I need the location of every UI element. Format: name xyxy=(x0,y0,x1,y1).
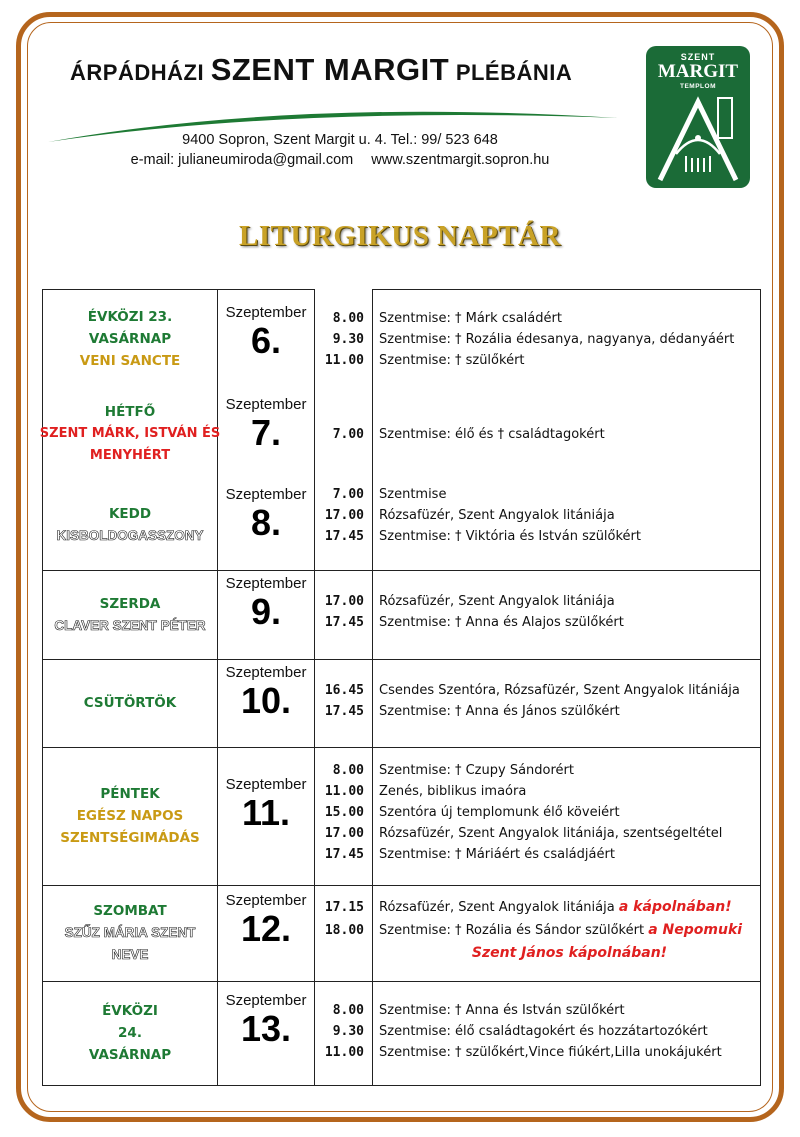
event-description: Szentmise: † Viktória és István szülőkért xyxy=(379,529,641,544)
event-description: Szentmise: † Máriáért és családjáért xyxy=(379,847,615,862)
parish-title xyxy=(70,52,630,88)
title-prefix: ÁRPÁDHÁZI xyxy=(70,60,205,85)
calendar-row xyxy=(43,748,761,886)
date-number: 13. xyxy=(240,1008,292,1049)
event-description: Szentmise: † szülőkért xyxy=(379,353,525,368)
calendar-row xyxy=(43,571,761,660)
event-description: Szentmise xyxy=(379,487,447,502)
event-description: Rózsafüzér, Szent Angyalok litániája xyxy=(379,594,615,609)
location-note: Szent János kápolnában! xyxy=(471,945,668,961)
date-number: 8. xyxy=(250,502,282,543)
event-time: 8.00 xyxy=(332,1003,364,1018)
day-name: VASÁRNAP xyxy=(88,1047,172,1063)
calendar-row xyxy=(43,290,761,389)
calendar-row xyxy=(43,982,761,1086)
feast-name: CLAVER SZENT PÉTER xyxy=(54,618,206,633)
event-time: 17.45 xyxy=(324,847,364,862)
date-number: 11. xyxy=(241,792,291,833)
event-description: Zenés, biblikus imaóra xyxy=(379,784,527,799)
event-description: Rózsafüzér, Szent Angyalok litániája, szentségeltétel xyxy=(379,826,723,841)
event-time: 7.00 xyxy=(332,426,364,442)
event-time: 18.00 xyxy=(324,923,364,938)
day-name: ÉVKÖZI 23. xyxy=(87,309,173,325)
feast-name: EGÉSZ NAPOS SZENTSÉGIMÁDÁS xyxy=(60,808,200,846)
event-time: 17.00 xyxy=(324,594,364,609)
event-description: Szentmise: † Rozália édesanya, nagyanya, dédanyáért xyxy=(379,332,735,347)
logo-line-szent: SZENT xyxy=(680,52,716,62)
logo-line-templom: TEMPLOM xyxy=(680,83,716,90)
website-line: www.szentmargit.sopron.hu xyxy=(371,152,550,168)
event-description: Rózsafüzér, Szent Angyalok litániája xyxy=(379,508,615,523)
event-description: Szentmise: † Rozália és Sándor szülőkért xyxy=(379,923,645,938)
day-name: KEDD xyxy=(108,506,152,522)
address-line: 9400 Sopron, Szent Margit u. 4. Tel.: 99/ 523 648 xyxy=(182,132,498,148)
contact-info xyxy=(100,130,580,170)
event-time: 17.45 xyxy=(324,615,364,630)
event-description: Szentóra új templomunk élő köveiért xyxy=(379,805,620,820)
event-description: Szentmise: † Anna és Alajos szülőkért xyxy=(379,615,624,630)
feast-name: SZŰZ MÁRIA SZENT NEVE xyxy=(64,925,196,962)
date-number: 12. xyxy=(240,908,292,949)
calendar-row xyxy=(43,388,761,480)
date-number: 6. xyxy=(250,320,282,361)
event-time: 11.00 xyxy=(324,1045,364,1060)
month-label: Szeptember xyxy=(225,486,307,503)
day-name: SZERDA xyxy=(99,596,161,612)
event-description: Szentmise: † Anna és István szülőkért xyxy=(379,1003,625,1018)
month-label: Szeptember xyxy=(225,664,307,681)
church-logo xyxy=(646,46,750,188)
event-time: 17.00 xyxy=(324,826,364,841)
month-label: Szeptember xyxy=(225,776,307,793)
event-description: Szentmise: † szülőkért,Vince fiúkért,Lilla unokájukért xyxy=(379,1045,722,1060)
church-roof-icon xyxy=(646,46,750,188)
calendar-row xyxy=(43,886,761,982)
date-number: 9. xyxy=(250,591,282,632)
day-name: VASÁRNAP xyxy=(88,331,172,347)
feast-name: VENI SANCTE xyxy=(79,353,181,369)
calendar-row xyxy=(43,480,761,571)
liturgical-calendar-table xyxy=(39,289,761,1086)
day-name: ÉVKÖZI xyxy=(102,1003,158,1019)
day-name: 24. xyxy=(118,1025,142,1041)
event-time: 11.00 xyxy=(324,784,364,799)
feast-name: SZENT MÁRK, ISTVÁN ÉS MENYHÉRT xyxy=(39,426,221,463)
month-label: Szeptember xyxy=(225,892,307,909)
event-description: Szentmise: élő családtagokért és hozzátartozókért xyxy=(379,1024,708,1039)
event-description: Szentmise: † Anna és János szülőkért xyxy=(379,704,620,719)
month-label: Szeptember xyxy=(225,575,307,592)
date-number: 10. xyxy=(240,680,292,721)
event-time: 15.00 xyxy=(324,805,364,820)
event-time: 8.00 xyxy=(332,763,364,778)
day-name: CSÜTÖRTÖK xyxy=(83,695,177,711)
event-time: 17.00 xyxy=(324,508,364,523)
event-time: 16.45 xyxy=(324,683,364,698)
logo-line-margit: MARGIT xyxy=(657,61,739,82)
event-time: 17.15 xyxy=(324,900,364,915)
title-suffix: PLÉBÁNIA xyxy=(455,60,573,85)
email-line: e-mail: julianeumiroda@gmail.com xyxy=(130,152,354,168)
event-time: 9.30 xyxy=(332,331,364,347)
event-time: 11.00 xyxy=(324,352,364,368)
feast-name: KISBOLDOGASSZONY xyxy=(56,528,204,543)
event-description: Szentmise: élő és † családtagokért xyxy=(379,426,605,442)
calendar-row xyxy=(43,660,761,748)
event-description: Rózsafüzér, Szent Angyalok litániája xyxy=(379,900,615,915)
event-time: 7.00 xyxy=(332,487,364,502)
event-time: 17.45 xyxy=(324,529,364,544)
location-note: a Nepomuki xyxy=(648,922,743,938)
month-label: Szeptember xyxy=(225,304,307,321)
document-title: LITURGIKUS NAPTÁR xyxy=(239,220,561,252)
day-name: SZOMBAT xyxy=(93,903,167,919)
event-description: Csendes Szentóra, Rózsafüzér, Szent Angyalok litániája xyxy=(379,683,740,698)
event-time: 17.45 xyxy=(324,704,364,719)
date-number: 7. xyxy=(250,412,282,453)
month-label: Szeptember xyxy=(225,992,307,1009)
event-description: Szentmise: † Márk családért xyxy=(379,311,562,326)
month-label: Szeptember xyxy=(225,396,307,413)
day-name: HÉTFŐ xyxy=(104,404,156,420)
event-description: Szentmise: † Czupy Sándorért xyxy=(379,763,574,778)
event-time: 8.00 xyxy=(332,310,364,326)
location-note: a kápolnában! xyxy=(618,899,732,915)
day-name: PÉNTEK xyxy=(100,786,160,802)
title-main: SZENT MARGIT xyxy=(210,52,450,87)
event-time: 9.30 xyxy=(332,1024,364,1039)
